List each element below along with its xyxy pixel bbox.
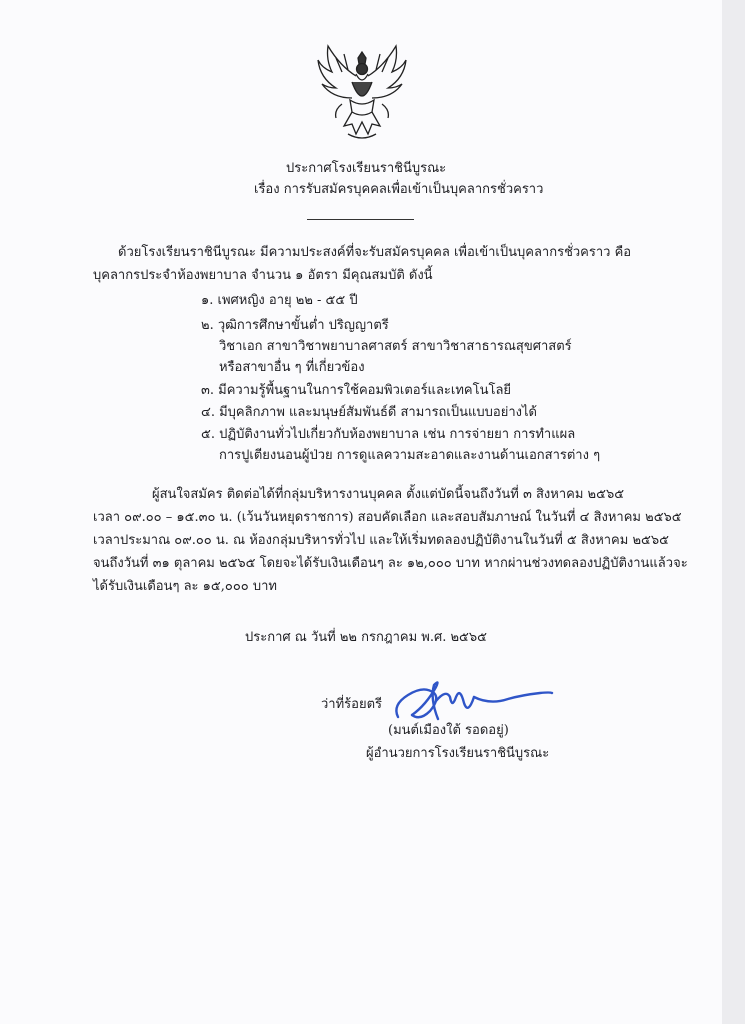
application-line: ผู้สนใจสมัคร ติดต่อได้ที่กลุ่มบริหารงานบุคคล ตั้งแต่บัดนี้จนถึงวันที่ ๓ สิงหาคม ๒๕๖๕ xyxy=(152,487,625,502)
intro-line: บุคลากรประจำห้องพยาบาล จำนวน ๑ อัตรา มีคุณสมบัติ ดังนี้ xyxy=(93,268,433,283)
qualification-item: ๑. เพศหญิง อายุ ๒๒ - ๕๕ ปี xyxy=(201,293,358,308)
scan-edge xyxy=(722,0,745,1024)
qualification-item: ๕. ปฏิบัติงานทั่วไปเกี่ยวกับห้องพยาบาล เช่น การจ่ายยา การทำแผล xyxy=(201,427,576,442)
signer-name: (มนต์เมืองใต้ รอดอยู่) xyxy=(388,723,509,738)
application-line: เวลาประมาณ ๐๙.๐๐ น. ณ ห้องกลุ่มบริหารทั่วไป และให้เริ่มทดลองปฏิบัติงานในวันที่ ๕ สิงหาคม ๒๕๖๕ xyxy=(93,533,669,548)
application-line: เวลา ๐๙.๐๐ – ๑๕.๓๐ น. (เว้นวันหยุดราชการ) สอบคัดเลือก และสอบสัมภาษณ์ ในวันที่ ๔ สิงหาคม ๒๕๖๕ xyxy=(93,510,682,525)
qualification-item: การปูเตียงนอนผู้ป่วย การดูแลความสะอาดและงานด้านเอกสารต่าง ๆ xyxy=(219,448,601,463)
application-line: ได้รับเงินเดือนๆ ละ ๑๕,๐๐๐ บาท xyxy=(93,579,277,594)
qualification-item: ๓. มีความรู้พื้นฐานในการใช้คอมพิวเตอร์และเทคโนโลยี xyxy=(201,383,512,398)
signer-position: ผู้อำนวยการโรงเรียนราชินีบูรณะ xyxy=(366,746,550,761)
announcement-subject: เรื่อง การรับสมัครบุคคลเพื่อเข้าเป็นบุคลากรชั่วคราว xyxy=(254,182,544,197)
qualification-item: วิชาเอก สาขาวิชาพยาบาลศาสตร์ สาขาวิชาสาธารณสุขศาสตร์ xyxy=(219,339,572,354)
intro-line: ด้วยโรงเรียนราชินีบูรณะ มีความประสงค์ที่จะรับสมัครบุคคล เพื่อเข้าเป็นบุคลากรชั่วคราว คือ xyxy=(118,245,632,260)
announcement-title: ประกาศโรงเรียนราชินีบูรณะ xyxy=(286,161,447,176)
application-line: จนถึงวันที่ ๓๑ ตุลาคม ๒๕๖๕ โดยจะได้รับเงินเดือนๆ ละ ๑๒,๐๐๐ บาท หากผ่านช่วงทดลองปฏิบัติงานแล้วจะ xyxy=(93,556,688,571)
qualification-item: ๒. วุฒิการศึกษาขั้นต่ำ ปริญญาตรี xyxy=(201,318,389,333)
title-divider xyxy=(307,219,414,220)
garuda-emblem xyxy=(312,38,412,142)
announcement-date: ประกาศ ณ วันที่ ๒๒ กรกฎาคม พ.ศ. ๒๕๖๕ xyxy=(245,630,487,645)
signer-rank: ว่าที่ร้อยตรี xyxy=(321,697,383,712)
qualification-item: หรือสาขาอื่น ๆ ที่เกี่ยวข้อง xyxy=(219,360,365,375)
handwritten-signature xyxy=(390,675,555,730)
qualification-item: ๔. มีบุคลิกภาพ และมนุษย์สัมพันธ์ดี สามารถเป็นแบบอย่างได้ xyxy=(201,405,537,420)
